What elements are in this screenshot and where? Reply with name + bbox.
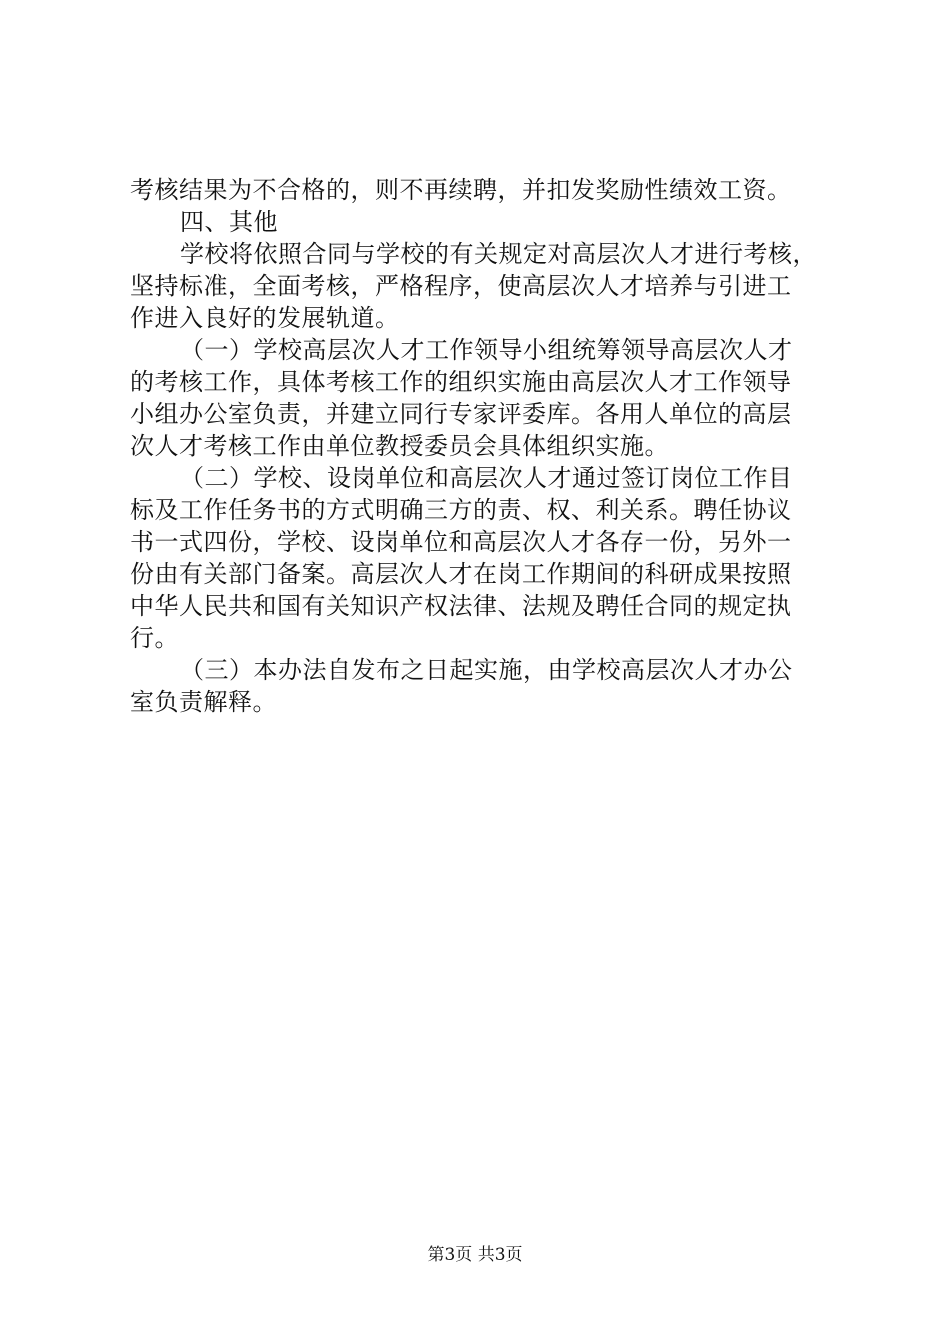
text-line: （三）本办法自发布之日起实施，由学校高层次人才办公 (180, 656, 793, 684)
text-line: 行。 (130, 624, 179, 652)
text-line: 学校将依照合同与学校的有关规定对高层次人才进行考核， (180, 240, 817, 268)
text-line: 书一式四份，学校、设岗单位和高层次人才各存一份，另外一 (130, 528, 792, 556)
text-line: （二）学校、设岗单位和高层次人才通过签订岗位工作目 (180, 464, 793, 492)
document-body (130, 174, 830, 718)
text-line: 中华人民共和国有关知识产权法律、法规及聘任合同的规定执 (130, 592, 792, 620)
page-number: 第3页 共3页 (427, 1245, 523, 1265)
text-line: 次人才考核工作由单位教授委员会具体组织实施。 (130, 432, 669, 460)
text-line: 份由有关部门备案。高层次人才在岗工作期间的科研成果按照 (130, 560, 792, 588)
text-line: 标及工作任务书的方式明确三方的责、权、利关系。聘任协议 (130, 496, 792, 524)
text-line: 室负责解释。 (130, 688, 277, 716)
text-line: （一）学校高层次人才工作领导小组统筹领导高层次人才 (180, 336, 793, 364)
page-footer (0, 1244, 950, 1266)
text-line: 作进入良好的发展轨道。 (130, 304, 400, 332)
text-line: 的考核工作，具体考核工作的组织实施由高层次人才工作领导 (130, 368, 792, 396)
text-line: 考核结果为不合格的，则不再续聘，并扣发奖励性绩效工资。 (130, 176, 792, 204)
text-line: 小组办公室负责，并建立同行专家评委库。各用人单位的高层 (130, 400, 792, 428)
text-line: 坚持标准，全面考核，严格程序，使高层次人才培养与引进工 (130, 272, 792, 300)
section-heading: 四、其他 (180, 208, 278, 236)
